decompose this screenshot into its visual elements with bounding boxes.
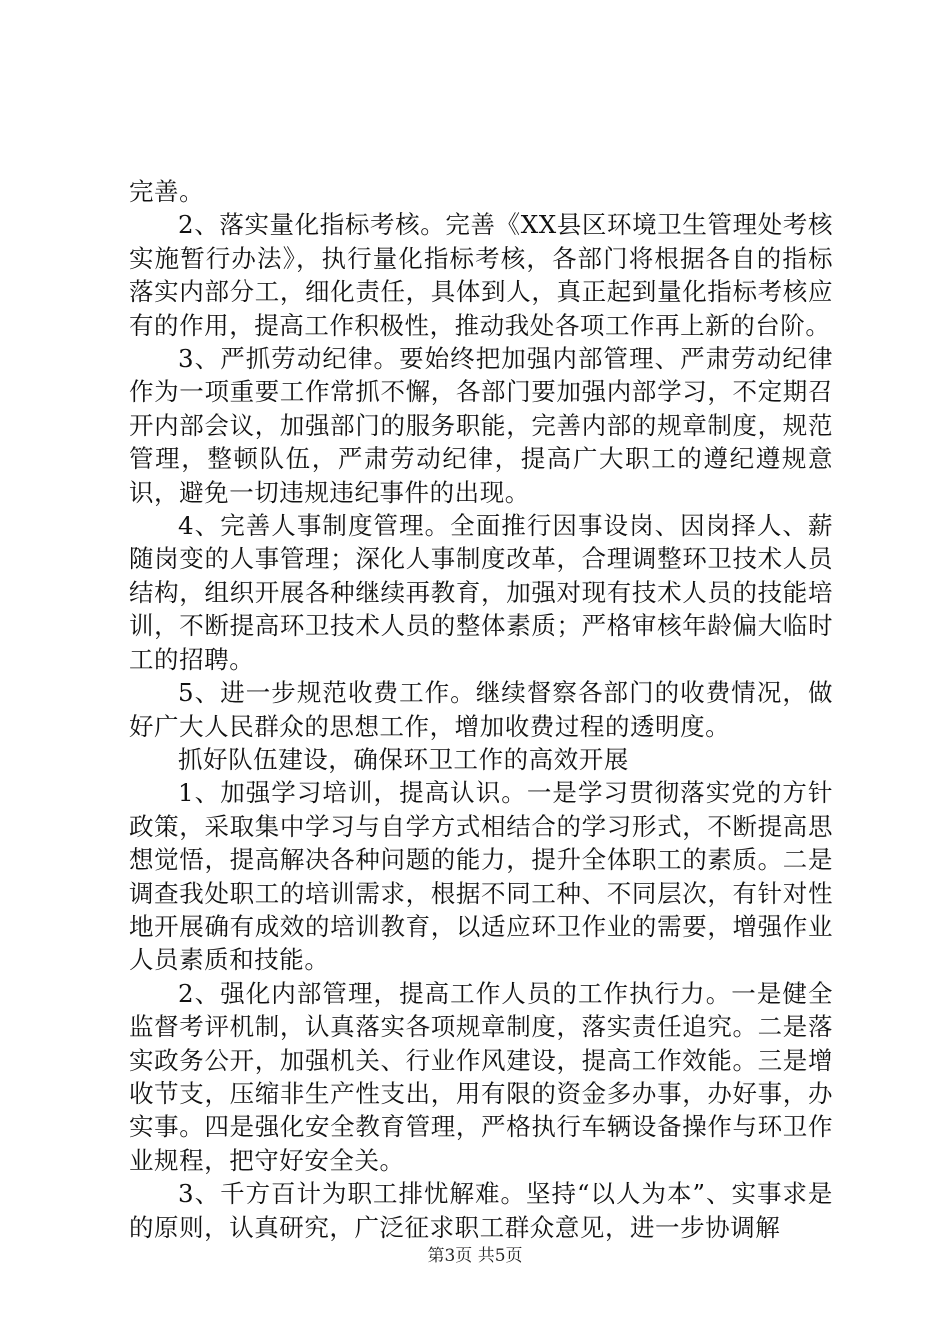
paragraph-staff-support: 3、千方百计为职工排忧解难。坚持“以人为本”、实事求是的原则，认真研究，广泛征求职工群众意见，进一步协调解	[129, 1179, 833, 1242]
paragraph-study-training: 1、加强学习培训，提高认识。一是学习贯彻落实党的方针政策，采取集中学习与自学方式相结合的学习形式，不断提高思想觉悟，提高解决各种问题的能力，提升全体职工的素质。二是调查我处职工的培训需求，根据不同工种、不同层次，有针对性地开展确有成效的培训教育，以适应环卫作业的需要，增强作业人员素质和技能。	[129, 778, 833, 975]
document-body	[129, 175, 833, 1244]
paragraph-personnel-system: 4、完善人事制度管理。全面推行因事设岗、因岗择人、薪随岗变的人事管理；深化人事制度改革，合理调整环卫技术人员结构，组织开展各种继续再教育，加强对现有技术人员的技能培训，不断提高环卫技术人员的整体素质；严格审核年龄偏大临时工的招聘。	[129, 511, 833, 674]
paragraph-internal-management: 2、强化内部管理，提高工作人员的工作执行力。一是健全监督考评机制，认真落实各项规章制度，落实责任追究。二是落实政务公开，加强机关、行业作风建设，提高工作效能。三是增收节支，压缩非生产性支出，用有限的资金多办事，办好事，办实事。四是强化安全教育管理，严格执行车辆设备操作与环卫作业规程，把守好安全关。	[129, 978, 833, 1175]
paragraph-labor-discipline: 3、严抓劳动纪律。要始终把加强内部管理、严肃劳动纪律作为一项重要工作常抓不懈，各部门要加强内部学习，不定期召开内部会议，加强部门的服务职能，完善内部的规章制度，规范管理，整顿队伍，严肃劳动纪律，提高广大职工的遵纪遵规意识，避免一切违规违纪事件的出现。	[129, 344, 833, 507]
paragraph-fee-collection: 5、进一步规范收费工作。继续督察各部门的收费情况，做好广大人民群众的思想工作，增加收费过程的透明度。	[129, 678, 833, 741]
paragraph-quantified-assessment: 2、落实量化指标考核。完善《XX县区环境卫生管理处考核实施暂行办法》，执行量化指标考核，各部门将根据各自的指标落实内部分工，细化责任，具体到人，真正起到量化指标考核应有的作用，提高工作积极性，推动我处各项工作再上新的台阶。	[129, 210, 833, 340]
paragraph-continuation: 完善。	[129, 177, 205, 206]
page-number-footer: 第3页 共5页	[427, 1246, 523, 1266]
section-heading-team-building: 抓好队伍建设，确保环卫工作的高效开展	[178, 744, 629, 774]
